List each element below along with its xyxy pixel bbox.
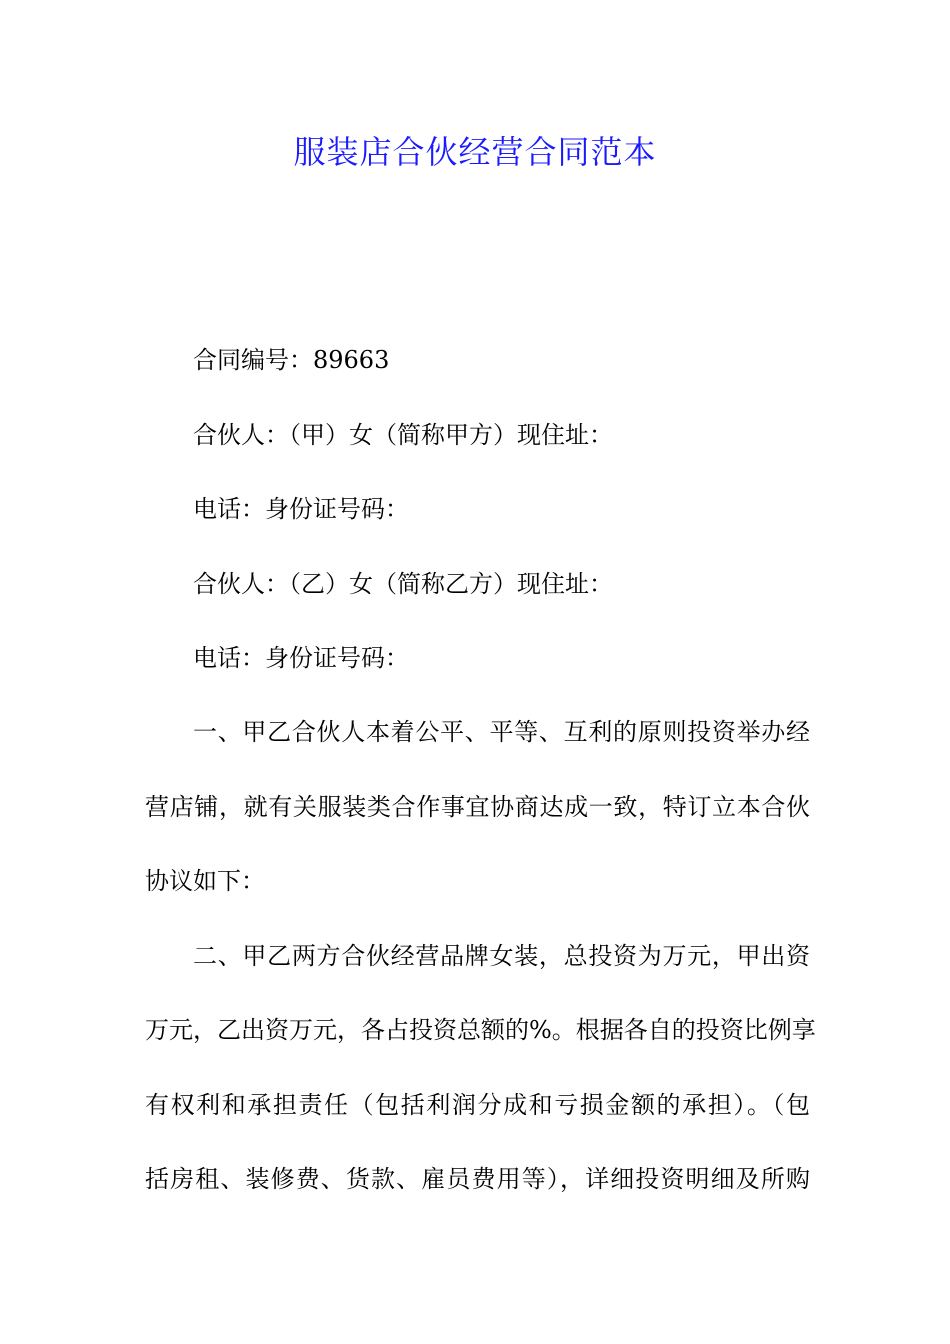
clause-1-line-3: 协议如下： [145, 867, 265, 895]
clause-1-line-2: 营店铺，就有关服装类合作事宜协商达成一致，特订立本合伙 [145, 793, 810, 821]
partner-a-line: 合伙人：（甲）女（简称甲方）现住址： [193, 421, 613, 449]
document-title: 服装店合伙经营合同范本 [293, 133, 657, 171]
clause-2-line-1: 二、甲乙两方合伙经营品牌女装，总投资为万元，甲出资 [193, 942, 810, 970]
contract-number-line: 合同编号：89663 [193, 346, 390, 374]
partner-b-line: 合伙人：（乙）女（简称乙方）现住址： [193, 570, 613, 598]
clause-1-line-1: 一、甲乙合伙人本着公平、平等、互利的原则投资举办经 [193, 718, 810, 746]
partner-b-phone-line: 电话：身份证号码： [193, 644, 409, 672]
clause-2-line-4: 括房租、装修费、货款、雇员费用等），详细投资明细及所购 [145, 1165, 810, 1193]
partner-a-phone-line: 电话：身份证号码： [193, 495, 409, 523]
clause-2-line-2: 万元，乙出资万元，各占投资总额的%。根据各自的投资比例享 [145, 1016, 816, 1044]
clause-2-line-3: 有权利和承担责任（包括利润分成和亏损金额的承担）。（包 [145, 1091, 810, 1119]
